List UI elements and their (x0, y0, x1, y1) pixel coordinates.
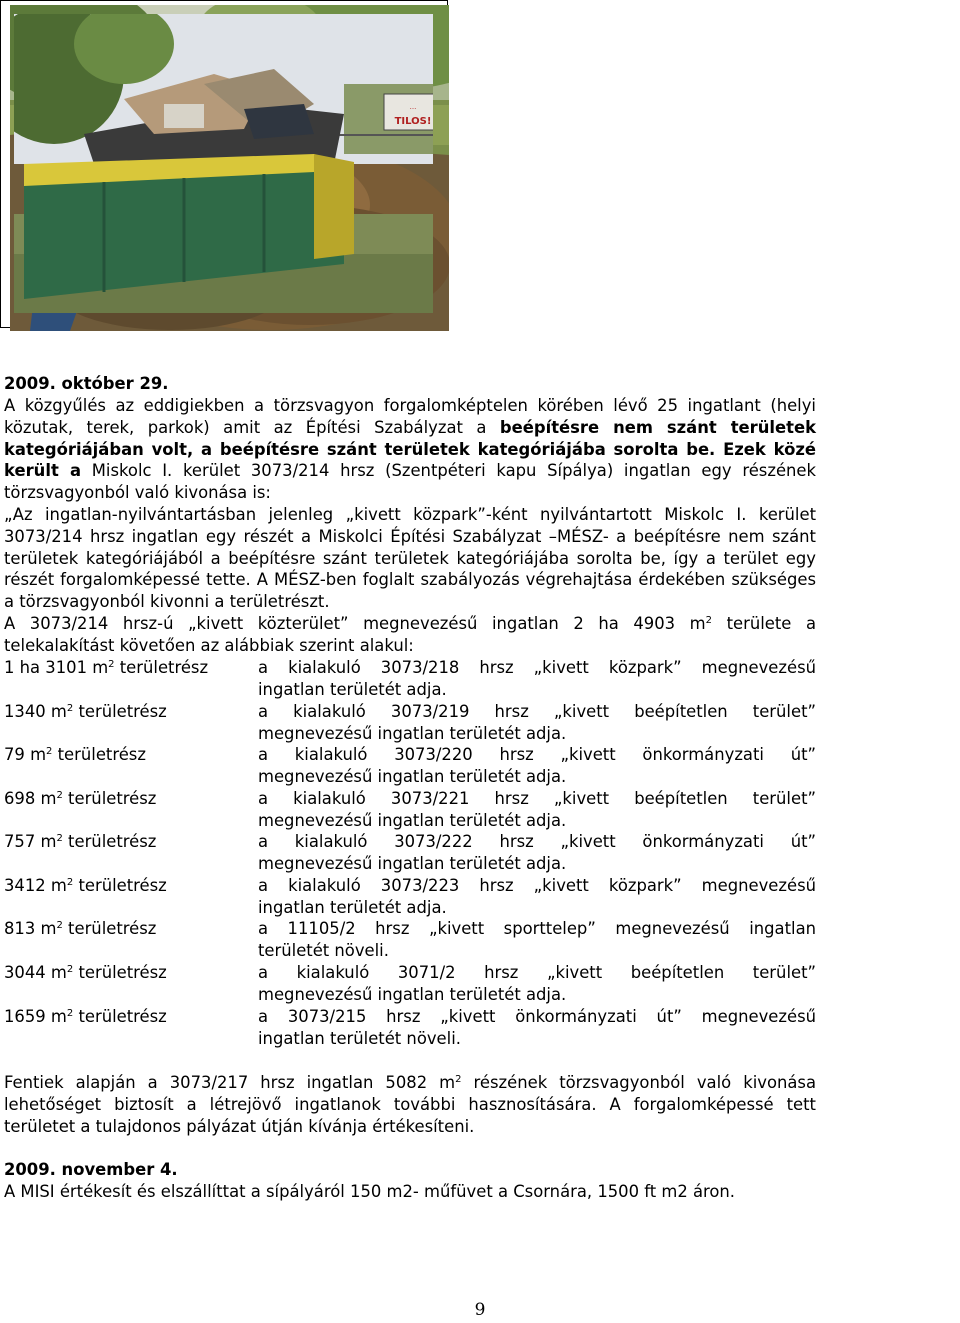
p1-bold: beépítésre nem szánt területek kategóriájában volt, a beépítésre szánt területek kategóriájába sorolta be. Ezek közé került a (4, 417, 816, 481)
parcel-area: 3044 $m^2$ területrész (4, 963, 167, 982)
parcel-area: 3412 $m^2$ területrész (4, 876, 167, 895)
parcel-area: 698 $m^2$ területrész (4, 789, 157, 808)
p3-text-a: A 3073/214 hrsz-ú „kivett közterület” megnevezésű ingatlan 2 ha 4903 m (4, 614, 706, 633)
page-number: 9 (474, 1300, 486, 1320)
parcel-area: 757 $m^2$ területrész (4, 832, 157, 851)
parcel-description: a 11105/2 hrsz „kivett sporttelep” megnevezésű ingatlan területét növeli. (258, 919, 816, 960)
p1-text-c: Miskolc I. kerület 3073/214 hrsz (Szentpéteri kapu Sípálya) ingatlan egy részének törzsvagyonból való kivonása is: (4, 461, 816, 503)
parcel-description: a kialakuló 3073/223 hrsz „kivett közpark” megnevezésű ingatlan területét adja. (258, 876, 816, 917)
p3-text-b: területe a telekalakítást követően az alábbiak szerint alakul: (4, 614, 816, 655)
sign-line1: ... (409, 103, 417, 111)
entry2-paragraph: A MISI értékesít és elszállíttat a sípályáról 150 m2- műfüvet a Csornára, 1500 ft m2 áron. (4, 1182, 736, 1201)
containers-photo-frame (0, 0, 448, 328)
parcel-area: 1 ha 3101 $m^2$ területrész (4, 658, 209, 677)
parcel-description: a kialakuló 3073/220 hrsz „kivett önkormányzati út” megnevezésű ingatlan területét adja. (258, 745, 816, 786)
parcel-description: a kialakuló 3073/218 hrsz „kivett közpark” megnevezésű ingatlan területét adja. (258, 658, 816, 699)
parcel-area: 1659 $m^2$ területrész (4, 1007, 167, 1026)
entry1-paragraph-4 (4, 1072, 816, 1137)
parcel-area: 813 $m^2$ területrész (4, 919, 157, 938)
p4-text-a: Fentiek alapján a 3073/217 hrsz ingatlan 5082 m (4, 1073, 456, 1092)
parcel-description: a kialakuló 3073/221 hrsz „kivett beépítetlen terület” megnevezésű ingatlan területét adja. (258, 789, 816, 830)
p1-text-a: A közgyűlés az eddigiekben a törzsvagyon forgalomképtelen körében lévő 25 ingatlant (helyi közutak, terek, parkok) amit az Építési Szabályzat a (4, 396, 816, 437)
p4-text-b: részének törzsvagyonból való kivonása lehetőséget biztosít a létrejövő ingatlanok további hasznosítására. A forgalomképessé tett területet a tulajdonos pályázat útján kívánja értékesíteni. (4, 1073, 816, 1136)
entry1-paragraph-3 (4, 613, 816, 657)
sign-line2: TILOS! (394, 116, 432, 127)
entry-date-1: 2009. október 29. (4, 374, 169, 393)
parcel-description: a kialakuló 3071/2 hrsz „kivett beépítetlen terület” megnevezésű ingatlan területét adja. (258, 963, 816, 1004)
entry1-paragraph-1 (4, 395, 816, 504)
parcel-area: 1340 $m^2$ területrész (4, 702, 167, 721)
entry-date-2: 2009. november 4. (4, 1160, 178, 1179)
parcel-area: 79 $m^2$ területrész (4, 745, 146, 764)
parcel-description: a 3073/215 hrsz „kivett önkormányzati út” megnevezésű ingatlan területét növeli. (258, 1007, 816, 1048)
parcel-description: a kialakuló 3073/222 hrsz „kivett önkormányzati út” megnevezésű ingatlan területét adja. (258, 832, 816, 873)
entry1-paragraph-2: „Az ingatlan-nyilvántartásban jelenleg „kivett közpark”-ként nyilvántartott Miskolc I. kerület 3073/214 hrsz ingatlan egy részét a Miskolci Építési Szabályzat –MÉSZ- a beépítésre nem szánt területek kategóriájából a beépítésre szánt területek kategóriájába sorolta be, így a terület egy részét forgalomképessé tette. A MÉSZ-ben foglalt szabályozás végrehajtása érdekében szükséges a törzsvagyonból kivonni a területrészt. (4, 505, 816, 612)
parcel-description: a kialakuló 3073/219 hrsz „kivett beépítetlen terület” megnevezésű ingatlan területét adja. (258, 702, 816, 743)
containers-photo (14, 14, 433, 313)
p4-sup: 2 (455, 1074, 462, 1085)
p3-sup: 2 (705, 615, 713, 626)
